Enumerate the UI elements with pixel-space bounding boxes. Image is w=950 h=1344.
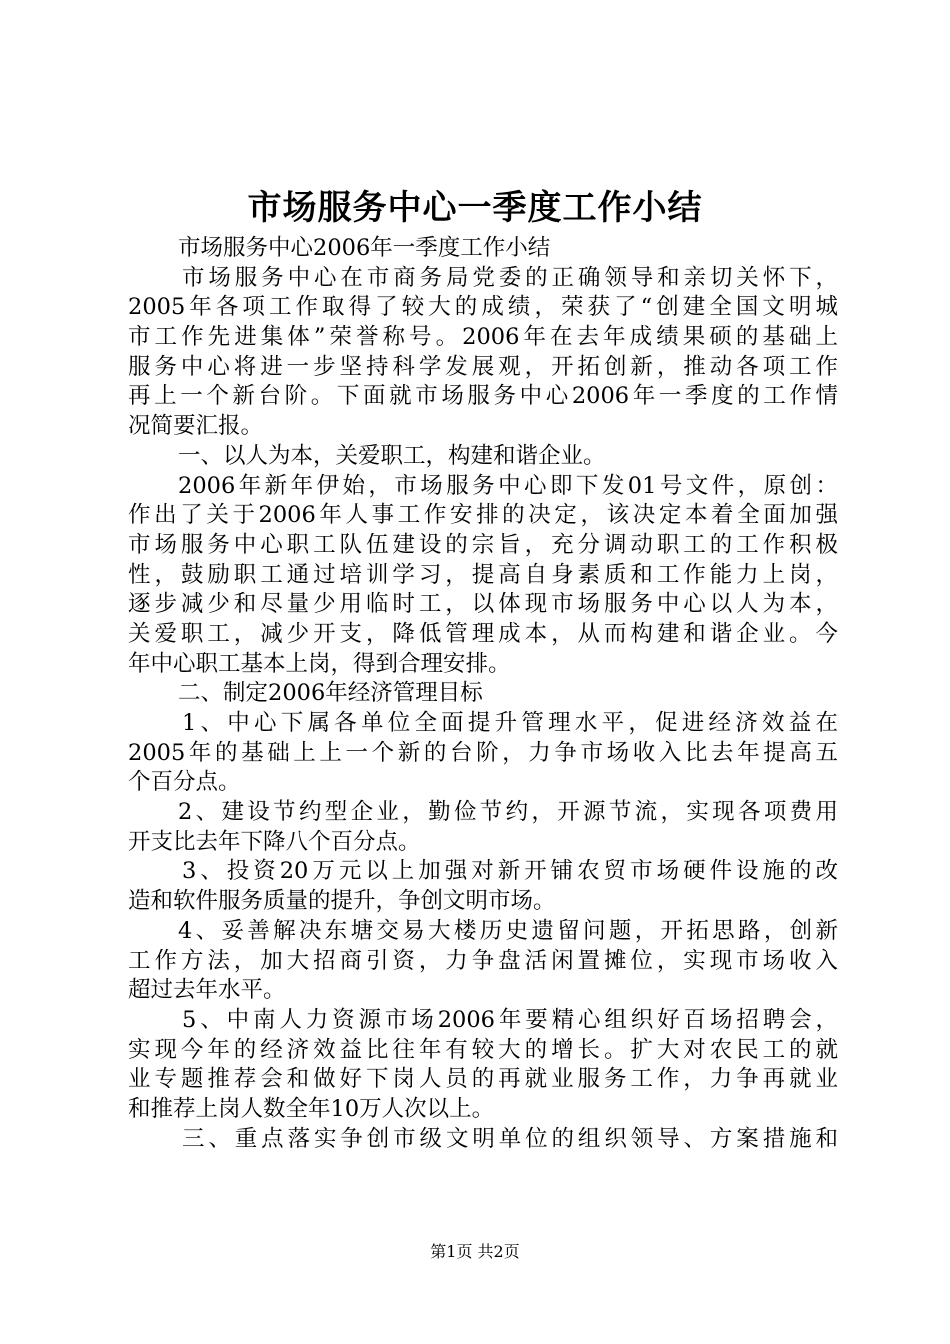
text-line: 业专题推荐会和做好下岗人员的再就业服务工作，力争再就业	[128, 1066, 838, 1093]
text-line: 实现今年的经济效益比往年有较大的增长。扩大对农民工的就	[128, 1036, 838, 1063]
text-line: 2005年各项工作取得了较大的成绩，荣获了“创建全国文明城	[128, 294, 838, 321]
text-line: 三、重点落实争创市级文明单位的组织领导、方案措施和	[182, 1125, 838, 1152]
text-line: 开支比去年下降八个百分点。	[128, 828, 421, 855]
text-line: 1、中心下属各单位全面提升管理水平，促进经济效益在	[182, 710, 838, 736]
text-line: 个百分点。	[128, 769, 241, 796]
document-body	[128, 234, 838, 1154]
text-line: 5、中南人力资源市场2006年要精心组织好百场招聘会，	[182, 1006, 838, 1033]
text-line: 和推荐上岗人数全年10万人次以上。	[128, 1095, 495, 1122]
text-line: 4、妥善解决东塘交易大楼历史遗留问题，开拓思路，创新	[178, 917, 838, 944]
text-line: 市场服务中心职工队伍建设的宗旨，充分调动职工的工作积极	[128, 531, 838, 558]
text-line: 一、以人为本，关爱职工，构建和谐企业。	[178, 442, 606, 469]
text-line: 市场服务中心在市商务局党委的正确领导和亲切关怀下，	[182, 264, 838, 291]
text-line: 再上一个新台阶。下面就市场服务中心2006年一季度的工作情	[128, 383, 838, 410]
text-line: 2005年的基础上上一个新的台阶，力争市场收入比去年提高五	[128, 739, 838, 766]
text-line: 市工作先进集体”荣誉称号。2006年在去年成绩果硕的基础上	[128, 324, 838, 351]
text-line: 2006年新年伊始，市场服务中心即下发01号文件，原创：	[178, 472, 838, 499]
text-line: 作出了关于2006年人事工作安排的决定，该决定本着全面加强	[128, 502, 838, 529]
text-line: 服务中心将进一步坚持科学发展观，开拓创新，推动各项工作	[128, 353, 838, 380]
page-footer: 第1页 共2页	[430, 1242, 520, 1261]
text-line: 二、制定2006年经济管理目标	[178, 680, 483, 707]
text-line: 工作方法，加大招商引资，力争盘活闲置摊位，实现市场收入	[128, 947, 838, 974]
text-line: 市场服务中心2006年一季度工作小结	[178, 235, 551, 261]
text-line: 3、投资20万元以上加强对新开铺农贸市场硬件设施的改	[182, 858, 838, 885]
text-line: 关爱职工，减少开支，降低管理成本，从而构建和谐企业。今	[128, 620, 838, 647]
text-line: 年中心职工基本上岗，得到合理安排。	[128, 650, 511, 677]
text-line: 况简要汇报。	[128, 413, 264, 440]
text-line: 2、建设节约型企业，勤俭节约，开源节流，实现各项费用	[178, 799, 838, 826]
document-title: 市场服务中心一季度工作小结	[247, 188, 703, 228]
text-line: 超过去年水平。	[128, 977, 286, 1004]
text-line: 性，鼓励职工通过培训学习，提高自身素质和工作能力上岗，	[128, 561, 838, 588]
text-line: 逐步减少和尽量少用临时工，以体现市场服务中心以人为本，	[128, 591, 838, 618]
text-line: 造和软件服务质量的提升，争创文明市场。	[128, 888, 556, 915]
